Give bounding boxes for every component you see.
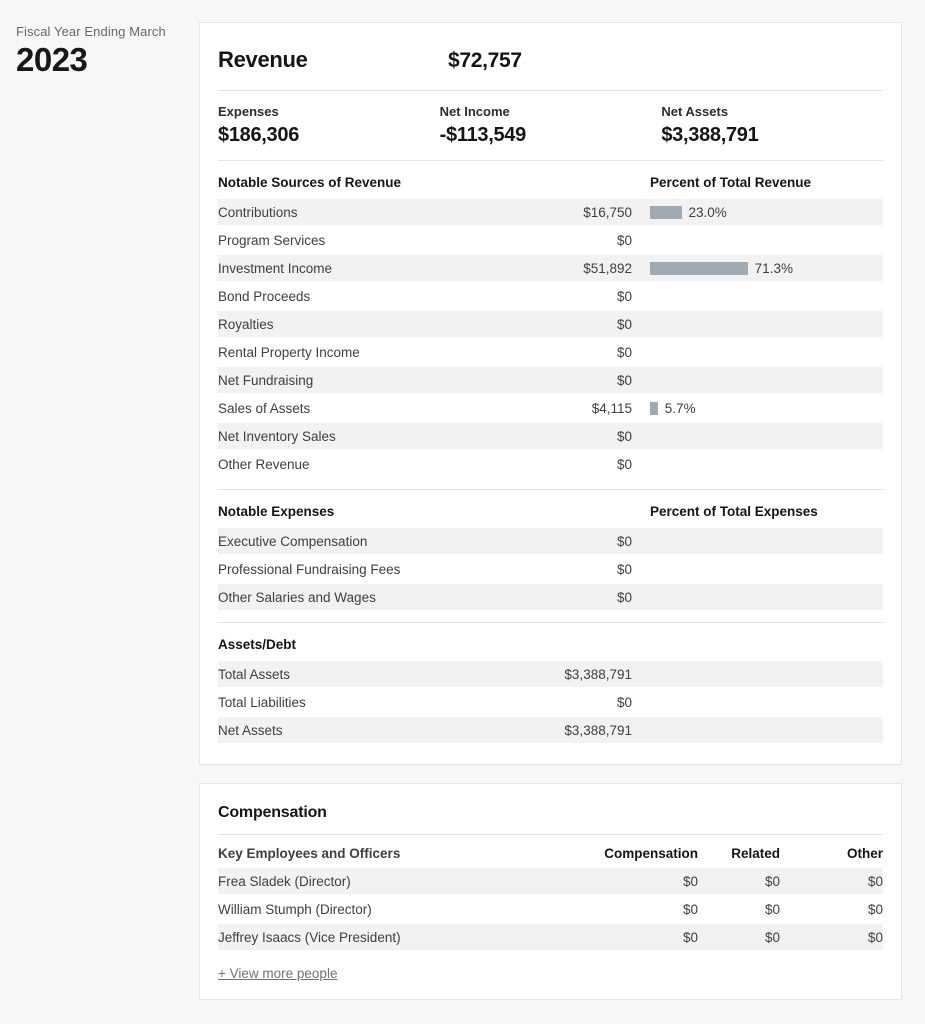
stat-label: Net Assets	[661, 104, 729, 119]
compensation-title: Compensation	[218, 804, 327, 821]
table-row	[218, 339, 883, 365]
column-header-other: Other	[846, 845, 883, 861]
compensation-table	[218, 868, 883, 950]
other-value: $0	[867, 929, 883, 945]
assets-debt-table	[218, 661, 883, 743]
fiscal-year-label: Fiscal Year Ending March	[16, 24, 166, 39]
row-label: Contributions	[218, 204, 298, 220]
person-name: Frea Sladek (Director)	[218, 873, 351, 889]
table-row	[218, 556, 883, 582]
row-value: $0	[616, 533, 632, 549]
row-label: Net Inventory Sales	[218, 428, 336, 444]
revenue-value: $72,757	[448, 49, 522, 72]
table-row	[218, 367, 883, 393]
row-label: Royalties	[218, 316, 274, 332]
row-value: $3,388,791	[564, 722, 632, 738]
financials-card	[199, 22, 902, 765]
section-title: Notable Expenses	[218, 504, 335, 519]
percent-column-title: Percent of Total Expenses	[650, 504, 818, 519]
view-more-people-link[interactable]: + View more people	[218, 966, 338, 981]
percent-bar	[650, 402, 658, 415]
divider	[218, 622, 883, 623]
person-name: William Stumph (Director)	[218, 901, 372, 917]
table-row	[218, 528, 883, 554]
related-value: $0	[764, 901, 780, 917]
stat-value: $186,306	[218, 124, 300, 146]
table-row	[218, 227, 883, 253]
table-row	[218, 689, 883, 715]
row-label: Executive Compensation	[218, 533, 368, 549]
row-value: $0	[616, 316, 632, 332]
other-value: $0	[867, 873, 883, 889]
revenue-sources-header	[218, 174, 883, 191]
row-label: Net Assets	[218, 722, 283, 738]
table-row	[218, 717, 883, 743]
fiscal-year-value: 2023	[16, 41, 88, 78]
row-value: $0	[616, 694, 632, 710]
compensation-table-header	[218, 843, 883, 863]
column-header-compensation: Compensation	[604, 845, 698, 861]
table-row	[218, 311, 883, 337]
percent-column-title: Percent of Total Revenue	[650, 175, 812, 190]
table-row	[218, 584, 883, 610]
stat-value: $3,388,791	[661, 124, 759, 146]
row-value: $0	[616, 589, 632, 605]
row-label: Sales of Assets	[218, 400, 311, 416]
table-row	[218, 924, 883, 950]
row-label: Total Liabilities	[218, 694, 306, 710]
divider	[218, 489, 883, 490]
stat-net-assets	[661, 104, 883, 147]
divider	[218, 160, 883, 161]
table-row	[218, 661, 883, 687]
table-row	[218, 868, 883, 894]
table-row	[218, 423, 883, 449]
column-header-name: Key Employees and Officers	[218, 845, 401, 861]
revenue-title: Revenue	[218, 47, 308, 72]
table-row	[218, 283, 883, 309]
row-label: Net Fundraising	[218, 372, 314, 388]
compensation-value: $0	[682, 929, 698, 945]
row-label: Other Salaries and Wages	[218, 589, 376, 605]
fiscal-year-block	[16, 24, 186, 79]
stat-value: -$113,549	[439, 124, 526, 146]
row-value: $0	[616, 372, 632, 388]
stat-label: Expenses	[218, 104, 279, 119]
row-value: $0	[616, 561, 632, 577]
percent-label: 5.7%	[664, 400, 696, 416]
row-value: $16,750	[583, 204, 632, 220]
column-header-related: Related	[731, 845, 780, 861]
section-title: Notable Sources of Revenue	[218, 175, 402, 190]
main-column	[199, 22, 902, 1000]
assets-debt-header	[218, 636, 883, 653]
stat-net-income	[440, 104, 662, 147]
percent-label: 23.0%	[688, 204, 727, 220]
stat-label: Net Income	[439, 104, 510, 119]
stat-expenses	[218, 104, 440, 147]
row-value: $3,388,791	[564, 666, 632, 682]
row-value: $0	[616, 232, 632, 248]
row-label: Professional Fundraising Fees	[218, 561, 401, 577]
row-value: $0	[616, 428, 632, 444]
row-value: $0	[616, 344, 632, 360]
table-row	[218, 255, 883, 281]
revenue-header	[218, 47, 883, 77]
other-value: $0	[867, 901, 883, 917]
row-label: Total Assets	[218, 666, 291, 682]
divider	[218, 834, 883, 835]
row-label: Rental Property Income	[218, 344, 360, 360]
person-name: Jeffrey Isaacs (Vice President)	[218, 929, 401, 945]
row-label: Other Revenue	[218, 456, 310, 472]
row-value: $51,892	[583, 260, 632, 276]
table-row	[218, 199, 883, 225]
stats-row	[218, 91, 883, 160]
related-value: $0	[764, 929, 780, 945]
percent-bar	[650, 206, 682, 219]
row-label: Program Services	[218, 232, 326, 248]
compensation-card	[199, 783, 902, 1000]
expenses-header	[218, 503, 883, 520]
assets-debt-section	[218, 622, 883, 743]
compensation-value: $0	[682, 873, 698, 889]
table-row	[218, 395, 883, 421]
section-title: Assets/Debt	[218, 637, 297, 652]
compensation-value: $0	[682, 901, 698, 917]
percent-label: 71.3%	[754, 260, 793, 276]
table-row	[218, 896, 883, 922]
table-row	[218, 451, 883, 477]
expenses-table	[218, 528, 883, 610]
percent-bar	[650, 262, 748, 275]
row-label: Investment Income	[218, 260, 333, 276]
row-label: Bond Proceeds	[218, 288, 311, 304]
revenue-sources-table	[218, 199, 883, 477]
row-value: $0	[616, 456, 632, 472]
row-value: $0	[616, 288, 632, 304]
related-value: $0	[764, 873, 780, 889]
row-value: $4,115	[591, 400, 632, 416]
expenses-section	[218, 489, 883, 610]
